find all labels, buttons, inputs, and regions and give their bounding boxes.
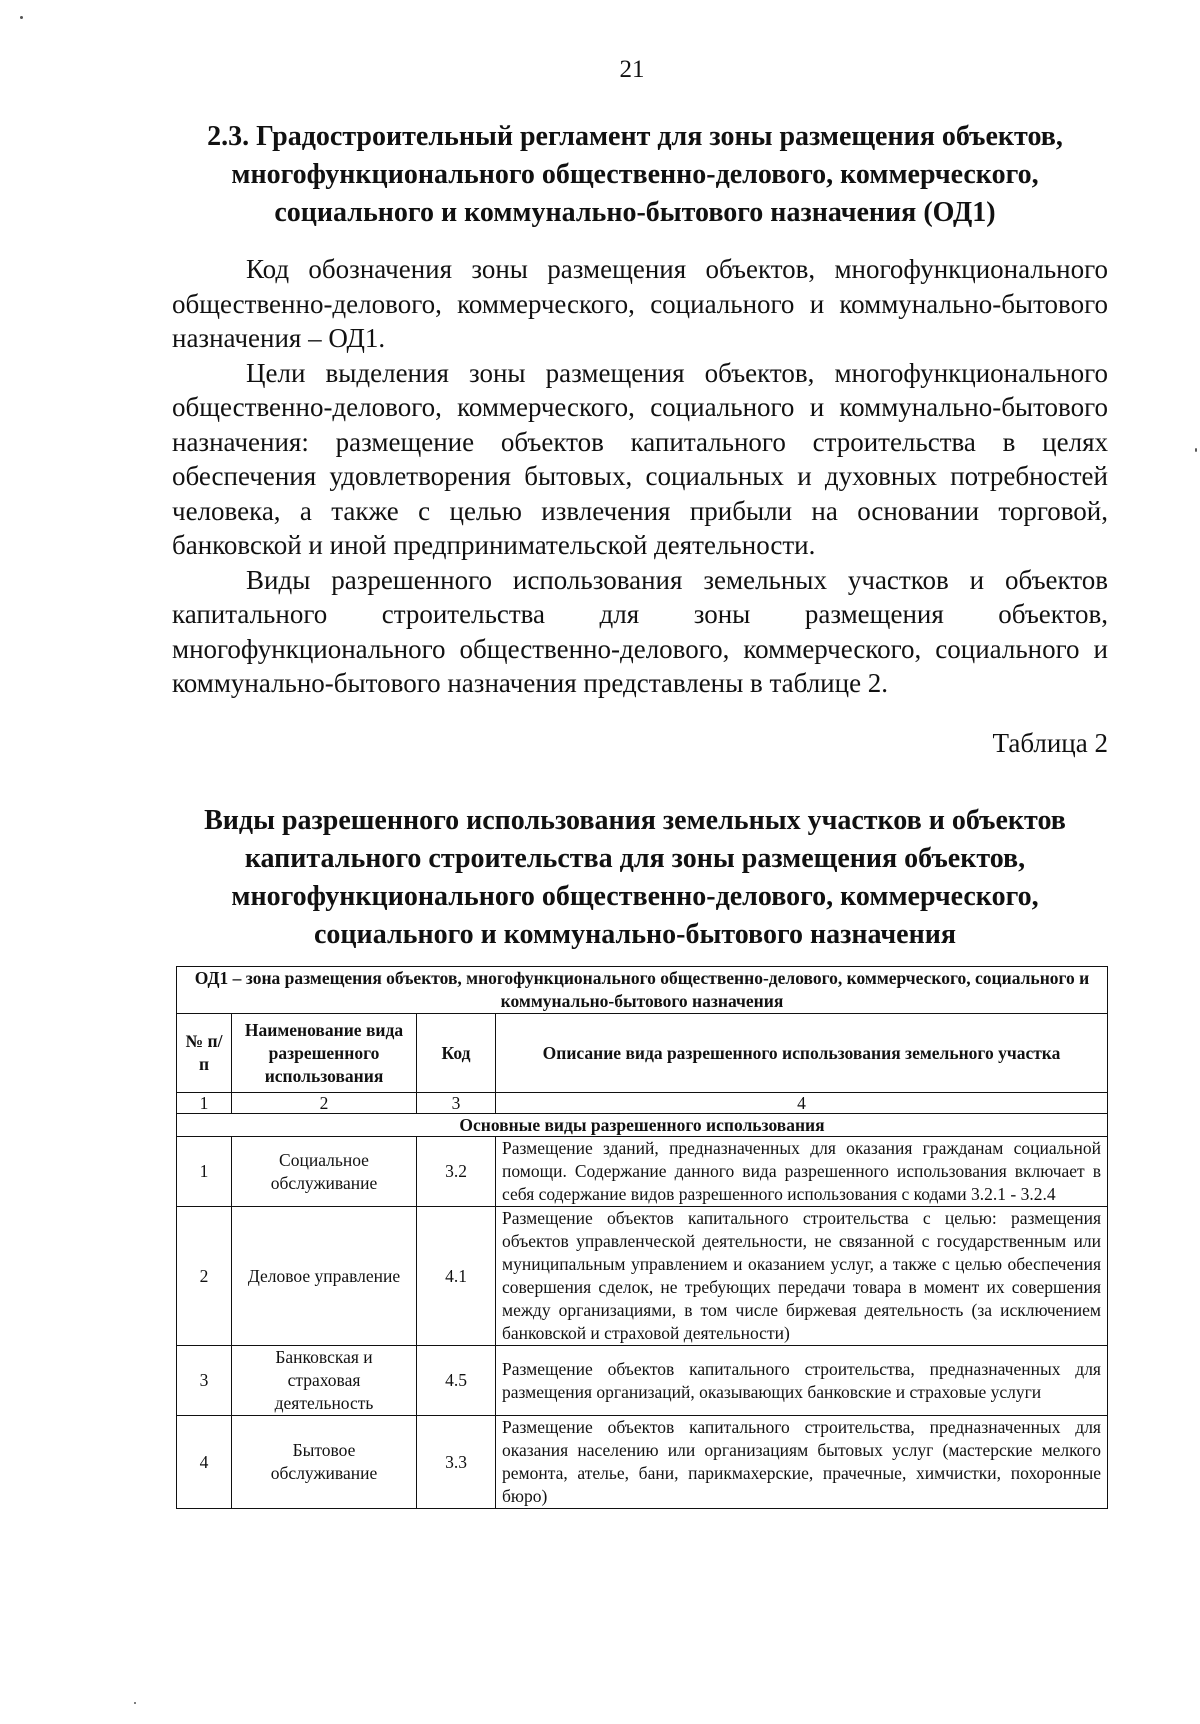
row-usage-description: Размещение объектов капитального строительства, предназначенных для размещения организаций, оказывающих банковские и страховые услуги bbox=[496, 1346, 1108, 1416]
row-usage-name: Социальное обслуживание bbox=[232, 1137, 417, 1207]
table-caption: Таблица 2 bbox=[992, 728, 1108, 758]
table-row bbox=[177, 1416, 1108, 1509]
paragraph-zone-goals: Цели выделения зоны размещения объектов, многофункционального общественно-делового, коммерческого, социального и коммунально-бытового назначения: размещение объектов капитального строительства в целях обеспечения удовлетворения бытовых, социальных и духовных потребностей человека, а также с целью извлечения прибыли на основании торговой, банковской и иной предпринимательской деятельности. bbox=[172, 357, 1108, 560]
row-usage-name: Деловое управление bbox=[232, 1207, 417, 1346]
section-title bbox=[170, 118, 1100, 232]
row-usage-code: 4.5 bbox=[417, 1346, 496, 1416]
group-header-row bbox=[177, 1114, 1108, 1137]
column-header-description: Описание вида разрешенного использования земельного участка bbox=[496, 1014, 1108, 1093]
row-number: 3 bbox=[177, 1346, 232, 1416]
column-index: 4 bbox=[496, 1093, 1108, 1114]
row-number: 2 bbox=[177, 1207, 232, 1346]
column-header-code: Код bbox=[417, 1014, 496, 1093]
group-header-cell: Основные виды разрешенного использования bbox=[177, 1114, 1108, 1137]
column-index-row bbox=[177, 1093, 1108, 1114]
table-title-line: многофункционального общественно-делового, коммерческого, bbox=[231, 881, 1039, 912]
table-title-line: капитального строительства для зоны размещения объектов, bbox=[244, 843, 1026, 874]
column-header-name: Наименование вида разрешенного использования bbox=[232, 1014, 417, 1093]
table-row bbox=[177, 1346, 1108, 1416]
section-title-line: многофункционального общественно-делового, коммерческого, bbox=[231, 159, 1039, 190]
scan-speck bbox=[1195, 448, 1197, 452]
column-header-row bbox=[177, 1014, 1108, 1093]
section-title-line: 2.3. Градостроительный регламент для зоны размещения объектов, bbox=[207, 121, 1063, 152]
row-number: 1 bbox=[177, 1137, 232, 1207]
row-usage-description: Размещение объектов капитального строительства с целью: размещения объектов управленческой деятельности, не связанной с государственным или муниципальным управлением и оказанием услуг, а также с целью обеспечения совершения сделок, не требующих передачи товара в момент их совершения между организациями, в том числе биржевая деятельность (за исключением банковской и страховой деятельности) bbox=[496, 1207, 1108, 1346]
body-text bbox=[172, 252, 1108, 701]
paragraph-zone-code: Код обозначения зоны размещения объектов, многофункционального общественно-делового, коммерческого, социального и коммунально-бытового назначения – ОД1. bbox=[172, 254, 1108, 353]
row-number: 4 bbox=[177, 1416, 232, 1509]
row-usage-code: 3.2 bbox=[417, 1137, 496, 1207]
scan-speck bbox=[20, 16, 23, 19]
table-title-line: социального и коммунально-бытового назначения bbox=[314, 919, 956, 950]
row-usage-description: Размещение зданий, предназначенных для оказания гражданам социальной помощи. Содержание данного вида разрешенного использования включает в себя содержание видов разрешенного использования с кодами 3.2.1 - 3.2.4 bbox=[496, 1137, 1108, 1207]
page-number: 21 bbox=[619, 56, 645, 83]
column-index: 1 bbox=[177, 1093, 232, 1114]
column-index: 2 bbox=[232, 1093, 417, 1114]
row-usage-code: 3.3 bbox=[417, 1416, 496, 1509]
row-usage-code: 4.1 bbox=[417, 1207, 496, 1346]
row-usage-description: Размещение объектов капитального строительства, предназначенных для оказания населению или организациям бытовых услуг (мастерские мелкого ремонта, ателье, бани, парикмахерские, прачечные, химчистки, похоронные бюро) bbox=[496, 1416, 1108, 1509]
usage-types-table bbox=[176, 966, 1108, 1509]
paragraph-usage-types: Виды разрешенного использования земельных участков и объектов капитального строительства для зоны размещения объектов, многофункционального общественно-делового, коммерческого, социального и коммунально-бытового назначения представлены в таблице 2. bbox=[172, 564, 1108, 698]
table-row bbox=[177, 1137, 1108, 1207]
row-usage-name: Бытовое обслуживание bbox=[232, 1416, 417, 1509]
column-header-number: № п/п bbox=[177, 1014, 232, 1093]
zone-header-row bbox=[177, 967, 1108, 1014]
table-row bbox=[177, 1207, 1108, 1346]
row-usage-name: Банковская и страховая деятельность bbox=[232, 1346, 417, 1416]
table-title-line: Виды разрешенного использования земельных участков и объектов bbox=[204, 805, 1066, 836]
section-title-line: социального и коммунально-бытового назначения (ОД1) bbox=[274, 197, 996, 228]
scan-speck bbox=[134, 1702, 136, 1704]
table-title bbox=[170, 802, 1100, 954]
zone-header-cell: ОД1 – зона размещения объектов, многофункционального общественно-делового, коммерческого, социального и коммунально-бытового назначения bbox=[177, 967, 1108, 1014]
column-index: 3 bbox=[417, 1093, 496, 1114]
